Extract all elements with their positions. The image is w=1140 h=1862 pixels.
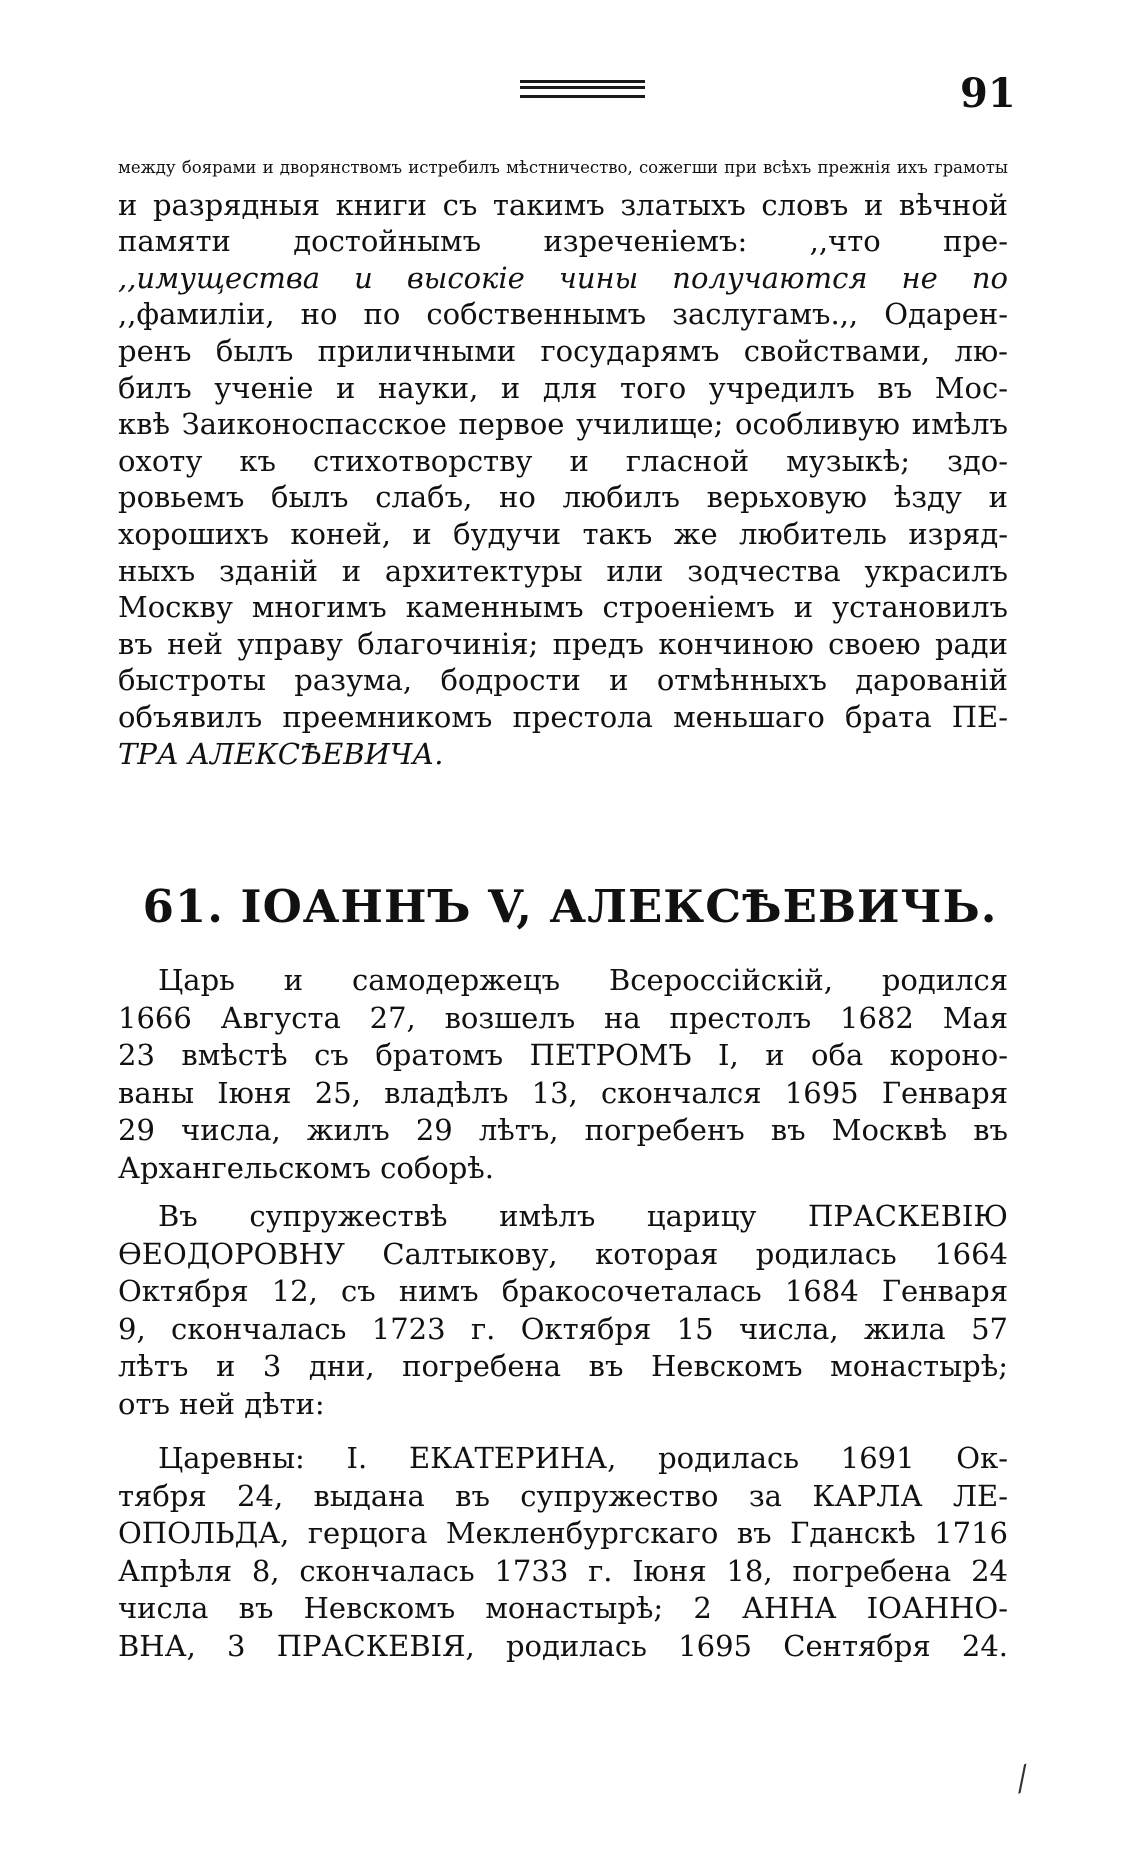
text-line: въ ней управу благочинія; предъ кончиною своею ради (118, 626, 1008, 661)
page-number: 91 (960, 70, 1016, 117)
text-line: ,,фамиліи, но по собственнымъ заслугамъ.,, Одарен- (118, 297, 1008, 332)
text-line: лѣтъ и 3 дни, погребена въ Невскомъ монастырѣ; (118, 1349, 1008, 1383)
paragraph-2 (118, 962, 1008, 1187)
text-line: 1666 Августа 27, возшелъ на престолъ 1682 Мая (118, 1000, 1008, 1035)
text-line: отъ ней дѣти: (118, 1386, 325, 1421)
ink-mark-icon: ⁄ (1013, 1760, 1033, 1800)
text-line: между боярами и дворянствомъ истребилъ мѣстничество, сожегши при всѣхъ прежнія ихъ грамоты (118, 158, 1008, 177)
paragraph-4 (118, 1440, 1008, 1665)
paragraph-3 (118, 1198, 1008, 1423)
text-line: ровьемъ былъ слабъ, но любилъ верьховую ѣзду и (118, 480, 1008, 515)
text-line: охоту къ стихотворству и гласной музыкѣ; здо- (118, 443, 1008, 478)
text-line: Царевны: I. ЕКАТЕРИНА, родилась 1691 Ок- (158, 1441, 1008, 1475)
text-line: хорошихъ коней, и будучи такъ же любитель изряд- (118, 516, 1008, 551)
text-line: числа въ Невскомъ монастырѣ; 2 АННА ІОАННО- (118, 1591, 1008, 1625)
text-line: ,,имущества и высокіе чины получаются не по (118, 260, 1008, 295)
text-line: ВНА, 3 ПРАСКЕВІЯ, родилась 1695 Сентября 24. (118, 1628, 1008, 1663)
text-line: ныхъ зданій и архитектуры или зодчества украсилъ (118, 553, 1008, 588)
text-line: тября 24, выдана въ супружество за КАРЛА ЛЕ- (118, 1478, 1008, 1513)
text-line: Октября 12, съ нимъ бракосочеталась 1684 Генваря (118, 1274, 1008, 1308)
text-line: Апрѣля 8, скончалась 1733 г. Іюня 18, погребена 24 (118, 1553, 1008, 1588)
header-rule (520, 80, 645, 98)
text-line: 23 вмѣстѣ съ братомъ ПЕТРОМЪ I, и оба короно- (118, 1038, 1008, 1072)
text-line: билъ ученіе и науки, и для того учредилъ въ Мос- (118, 370, 1008, 405)
paragraph-1 (118, 150, 1008, 772)
text-line: 9, скончалась 1723 г. Октября 15 числа, жила 57 (118, 1311, 1008, 1346)
text-line: памяти достойнымъ изреченіемъ: ,,что пре- (118, 224, 1008, 259)
text-line: ТРА АЛЕКСѢЕВИЧА. (118, 736, 444, 771)
text-line: ОПОЛЬДА, герцога Мекленбургскаго въ Гданскѣ 1716 (118, 1516, 1008, 1550)
text-line: Царь и самодержецъ Всероссійскій, родился (158, 963, 1008, 997)
section-title: 61. ІОАННЪ V, АЛЕКСѢЕВИЧЬ. (142, 880, 998, 933)
text-line: объявилъ преемникомъ престола меньшаго брата ПЕ- (118, 699, 1008, 734)
text-line: ѲЕОДОРОВНУ Салтыкову, которая родилась 1664 (118, 1236, 1008, 1271)
text-line: быстроты разума, бодрости и отмѣнныхъ дарованій (118, 663, 1008, 698)
text-line: ваны Іюня 25, владѣлъ 13, скончался 1695 Генваря (118, 1075, 1008, 1110)
text-line: и разрядныя книги съ такимъ златыхъ словъ и вѣчной (118, 187, 1008, 222)
text-line: ренъ былъ приличными государямъ свойствами, лю- (118, 333, 1008, 368)
text-line: Въ супружествѣ имѣлъ царицу ПРАСКЕВІЮ (158, 1199, 1008, 1233)
text-line: 29 числа, жилъ 29 лѣтъ, погребенъ въ Москвѣ въ (118, 1113, 1008, 1147)
text-line: Архангельскомъ соборѣ. (118, 1150, 495, 1185)
text-line: квѣ Заиконоспасское первое училище; особливую имѣлъ (118, 407, 1008, 442)
text-line: Москву многимъ каменнымъ строеніемъ и установилъ (118, 590, 1008, 625)
